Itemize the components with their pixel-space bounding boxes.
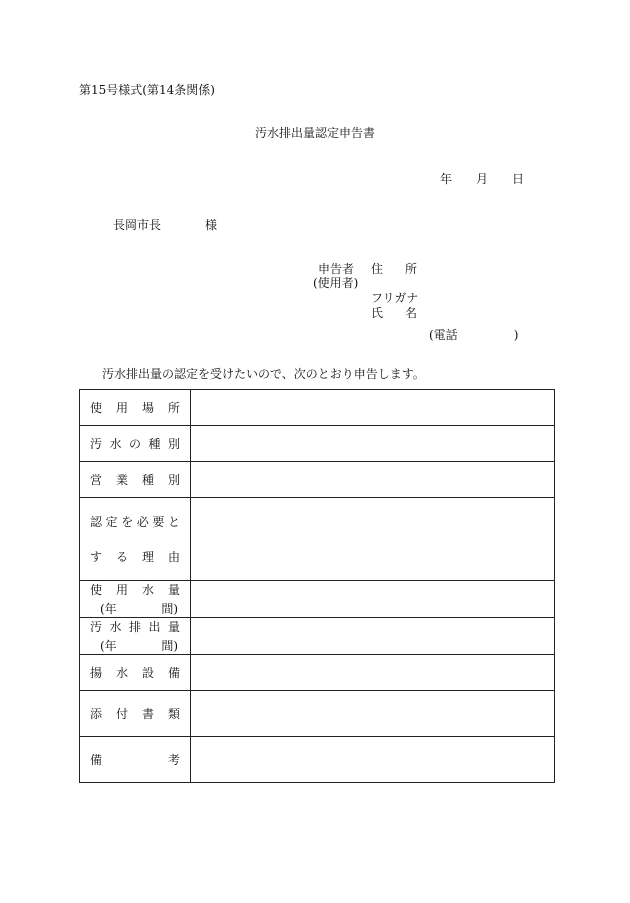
- tel-open: (電話: [429, 328, 458, 342]
- addressee: [113, 219, 217, 231]
- label-char: を: [121, 515, 134, 529]
- label-char: 営: [90, 473, 103, 487]
- table-row: [80, 691, 555, 737]
- label-char: 由: [167, 550, 180, 564]
- intro-sentence: 汚水排出量の認定を受けたいので、次のとおり申告します。: [102, 367, 425, 381]
- label-char: 別: [167, 437, 180, 451]
- applicant-address-label: [371, 263, 417, 275]
- label-char: 要: [152, 515, 165, 529]
- field-water-usage[interactable]: [191, 581, 555, 618]
- applicant-label-paren: (使用者): [313, 276, 359, 290]
- label-char: る: [115, 550, 128, 564]
- label-char: 備: [167, 666, 180, 680]
- address-char: 住: [371, 262, 384, 276]
- field-attachments[interactable]: [191, 691, 555, 737]
- tel-close: ): [513, 328, 519, 342]
- label-char: 量: [167, 620, 180, 634]
- label-char: 水: [109, 620, 122, 634]
- label-char: 出: [148, 620, 161, 634]
- addressee-name: 長岡市長: [113, 218, 162, 232]
- document-title: 汚水排出量認定申告書: [254, 126, 375, 140]
- label-char: (年: [100, 639, 117, 653]
- row-label-business-type: [80, 462, 191, 498]
- date-day-label: 日: [512, 172, 525, 186]
- label-char: 業: [115, 473, 128, 487]
- label-char: 間): [161, 639, 178, 653]
- field-discharge-volume[interactable]: [191, 618, 555, 655]
- table-row: [80, 581, 555, 618]
- row-label-pumping-equipment: [80, 655, 191, 691]
- label-char: す: [90, 550, 103, 564]
- label-char: 付: [115, 707, 128, 721]
- label-char: 間): [161, 602, 178, 616]
- row-label-wastewater-type: [80, 426, 191, 462]
- label-char: の: [128, 437, 141, 451]
- label-char: 認: [90, 515, 103, 529]
- field-usage-location[interactable]: [191, 390, 555, 426]
- row-label-discharge-volume: [80, 618, 191, 655]
- applicant-name-label: [371, 307, 417, 319]
- row-label-water-usage: [80, 581, 191, 618]
- applicant-furigana-label: フリガナ: [371, 291, 419, 305]
- label-char: 使: [90, 401, 103, 415]
- label-char: 水: [109, 437, 122, 451]
- field-wastewater-type[interactable]: [191, 426, 555, 462]
- table-row: [80, 737, 555, 783]
- label-char: 使: [90, 583, 103, 597]
- table-row: [80, 618, 555, 655]
- label-char: 考: [167, 753, 180, 767]
- label-char: 類: [167, 707, 180, 721]
- date-line: [440, 173, 524, 185]
- address-char: 所: [405, 262, 418, 276]
- form-number: 第15号様式(第14条関係): [79, 83, 215, 97]
- label-char: 必: [136, 515, 149, 529]
- name-char: 氏: [371, 306, 384, 320]
- label-char: 種: [141, 473, 154, 487]
- label-char: 汚: [90, 437, 103, 451]
- table-row: [80, 498, 555, 581]
- addressee-honorific: 様: [205, 218, 218, 232]
- applicant-telephone: [429, 329, 518, 341]
- label-char: 場: [141, 401, 154, 415]
- label-char: 所: [167, 401, 180, 415]
- label-char: 揚: [90, 666, 103, 680]
- row-label-attachments: [80, 691, 191, 737]
- declaration-table: [79, 389, 555, 783]
- label-char: (年: [100, 602, 117, 616]
- table-row: [80, 655, 555, 691]
- field-remarks[interactable]: [191, 737, 555, 783]
- row-label-reason: [80, 498, 191, 581]
- label-char: 設: [141, 666, 154, 680]
- table-row: [80, 462, 555, 498]
- label-char: 水: [115, 666, 128, 680]
- label-char: 定: [105, 515, 118, 529]
- date-year-label: 年: [440, 172, 453, 186]
- label-char: 用: [115, 401, 128, 415]
- label-char: 汚: [90, 620, 103, 634]
- field-business-type[interactable]: [191, 462, 555, 498]
- label-char: 量: [167, 583, 180, 597]
- applicant-label: 申告者: [318, 262, 355, 276]
- label-char: 排: [128, 620, 141, 634]
- table-row: [80, 390, 555, 426]
- label-char: 水: [141, 583, 154, 597]
- label-char: 備: [90, 753, 103, 767]
- label-char: 添: [90, 707, 103, 721]
- row-label-usage-location: [80, 390, 191, 426]
- field-reason[interactable]: [191, 498, 555, 581]
- row-label-remarks: [80, 737, 191, 783]
- label-char: 書: [141, 707, 154, 721]
- label-char: 理: [141, 550, 154, 564]
- label-char: と: [167, 515, 180, 529]
- field-pumping-equipment[interactable]: [191, 655, 555, 691]
- name-char: 名: [405, 306, 418, 320]
- label-char: 別: [167, 473, 180, 487]
- label-char: 種: [148, 437, 161, 451]
- label-char: 用: [115, 583, 128, 597]
- date-month-label: 月: [476, 172, 489, 186]
- table-row: [80, 426, 555, 462]
